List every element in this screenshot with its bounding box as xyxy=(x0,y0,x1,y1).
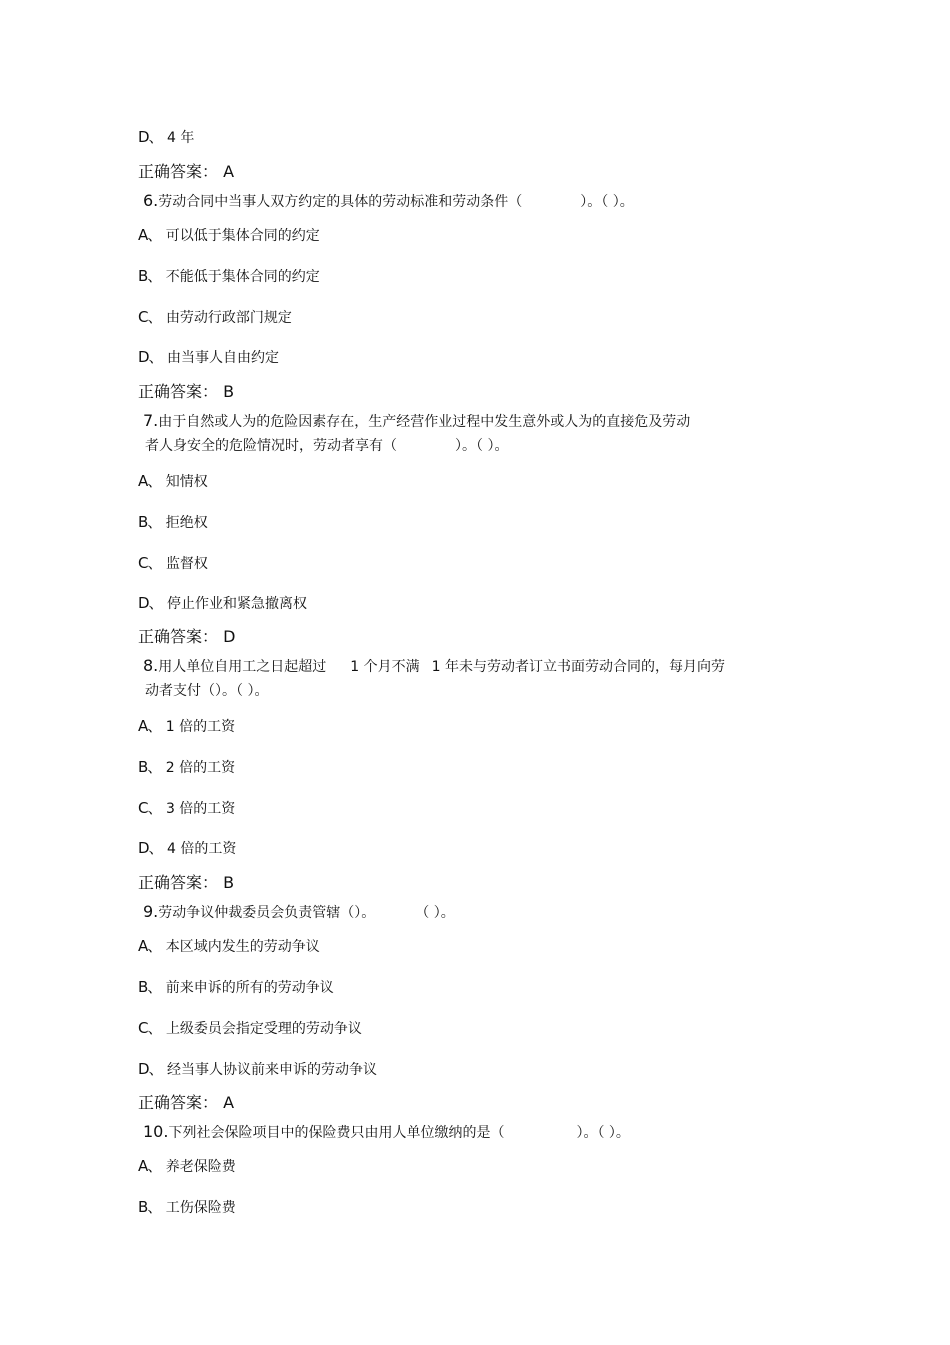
option-a xyxy=(138,226,320,245)
option-b xyxy=(138,758,235,777)
option-text: 停止作业和紧急撤离权 xyxy=(167,596,308,612)
option-d xyxy=(138,839,236,858)
correct-answer xyxy=(138,383,234,401)
question-tail: ）。（ ）。 xyxy=(580,194,634,210)
option-text: 4 年 xyxy=(167,130,195,146)
question-tail: ）。（ ）。 xyxy=(455,438,509,454)
option-text: 3 倍的工资 xyxy=(165,801,236,817)
question-text-seg1: 用人单位自用工之日起超过 xyxy=(158,659,327,675)
option-letter: A、 xyxy=(138,717,162,735)
option-b xyxy=(138,513,208,532)
question-number: 9. xyxy=(143,902,159,921)
option-d xyxy=(138,128,194,147)
question-text-seg3: 1 年未与劳动者订立书面劳动合同的，每月向劳 xyxy=(431,659,725,675)
option-text: 由当事人自由约定 xyxy=(167,350,280,366)
option-letter: D、 xyxy=(138,594,163,612)
question-number: 8. xyxy=(143,656,159,675)
option-text: 不能低于集体合同的约定 xyxy=(165,269,320,285)
option-letter: C、 xyxy=(138,554,162,572)
option-letter: D、 xyxy=(138,1060,163,1078)
option-d xyxy=(138,348,279,367)
option-c xyxy=(138,308,292,327)
question-9 xyxy=(143,903,455,922)
question-number: 6. xyxy=(143,191,159,210)
option-a xyxy=(138,937,320,956)
answer-value: B xyxy=(223,382,235,401)
option-text: 可以低于集体合同的约定 xyxy=(165,228,320,244)
answer-value: A xyxy=(223,162,235,181)
option-text: 由劳动行政部门规定 xyxy=(165,310,292,326)
option-text: 养老保险费 xyxy=(165,1159,236,1175)
option-text: 4 倍的工资 xyxy=(167,841,237,857)
option-b xyxy=(138,267,320,286)
option-letter: D、 xyxy=(138,128,163,146)
option-letter: C、 xyxy=(138,799,162,817)
option-text: 工伤保险费 xyxy=(165,1200,236,1216)
option-letter: B、 xyxy=(138,1198,162,1216)
option-d xyxy=(138,594,307,613)
option-c xyxy=(138,799,235,818)
question-7-line2 xyxy=(145,437,508,455)
option-letter: C、 xyxy=(138,308,162,326)
correct-answer xyxy=(138,628,235,646)
answer-label: 正确答案： xyxy=(138,873,219,892)
answer-label: 正确答案： xyxy=(138,1093,219,1112)
option-text: 前来申诉的所有的劳动争议 xyxy=(165,980,334,996)
question-text-line2: 动者支付（）。（ ）。 xyxy=(145,683,269,699)
option-d xyxy=(138,1060,377,1079)
option-text: 经当事人协议前来申诉的劳动争议 xyxy=(167,1062,378,1078)
option-letter: B、 xyxy=(138,267,162,285)
answer-value: B xyxy=(223,873,235,892)
question-8-line2 xyxy=(145,682,268,700)
option-letter: A、 xyxy=(138,226,162,244)
option-a xyxy=(138,1157,236,1176)
question-10 xyxy=(143,1123,630,1142)
question-tail: （ ）。 xyxy=(415,905,455,921)
option-text: 1 倍的工资 xyxy=(165,719,236,735)
question-tail: ）。（ ）。 xyxy=(576,1125,630,1141)
option-b xyxy=(138,1198,236,1217)
option-text: 本区域内发生的劳动争议 xyxy=(165,939,320,955)
question-text: 劳动合同中当事人双方约定的具体的劳动标准和劳动条件（ xyxy=(158,194,523,210)
option-letter: D、 xyxy=(138,348,163,366)
question-text-line1: 由于自然或人为的危险因素存在，生产经营作业过程中发生意外或人为的直接危及劳动 xyxy=(158,414,691,430)
correct-answer xyxy=(138,163,234,181)
option-c xyxy=(138,554,208,573)
option-text: 上级委员会指定受理的劳动争议 xyxy=(165,1021,362,1037)
question-text: 下列社会保险项目中的保险费只由用人单位缴纳的是（ xyxy=(168,1125,505,1141)
option-letter: D、 xyxy=(138,839,163,857)
option-letter: B、 xyxy=(138,513,162,531)
question-text-line2: 者人身安全的危险情况时，劳动者享有（ xyxy=(145,438,397,454)
question-text: 劳动争议仲裁委员会负责管辖（）。 xyxy=(158,905,376,921)
question-text-seg2: 1 个月不满 xyxy=(350,659,420,675)
option-text: 拒绝权 xyxy=(165,515,208,531)
option-letter: B、 xyxy=(138,978,162,996)
option-a xyxy=(138,472,208,491)
option-b xyxy=(138,978,334,997)
option-text: 2 倍的工资 xyxy=(165,760,236,776)
option-letter: B、 xyxy=(138,758,162,776)
correct-answer xyxy=(138,1094,234,1112)
option-c xyxy=(138,1019,362,1038)
answer-label: 正确答案： xyxy=(138,382,219,401)
option-a xyxy=(138,717,235,736)
question-6 xyxy=(143,192,634,211)
answer-label: 正确答案： xyxy=(138,162,219,181)
answer-value: D xyxy=(223,627,236,646)
correct-answer xyxy=(138,874,234,892)
option-text: 知情权 xyxy=(165,474,208,490)
option-letter: A、 xyxy=(138,1157,162,1175)
question-8 xyxy=(143,657,725,676)
question-number: 10. xyxy=(143,1122,169,1141)
option-letter: C、 xyxy=(138,1019,162,1037)
option-letter: A、 xyxy=(138,472,162,490)
answer-label: 正确答案： xyxy=(138,627,219,646)
question-7 xyxy=(143,412,690,431)
option-letter: A、 xyxy=(138,937,162,955)
option-text: 监督权 xyxy=(165,556,208,572)
answer-value: A xyxy=(223,1093,235,1112)
question-number: 7. xyxy=(143,411,159,430)
